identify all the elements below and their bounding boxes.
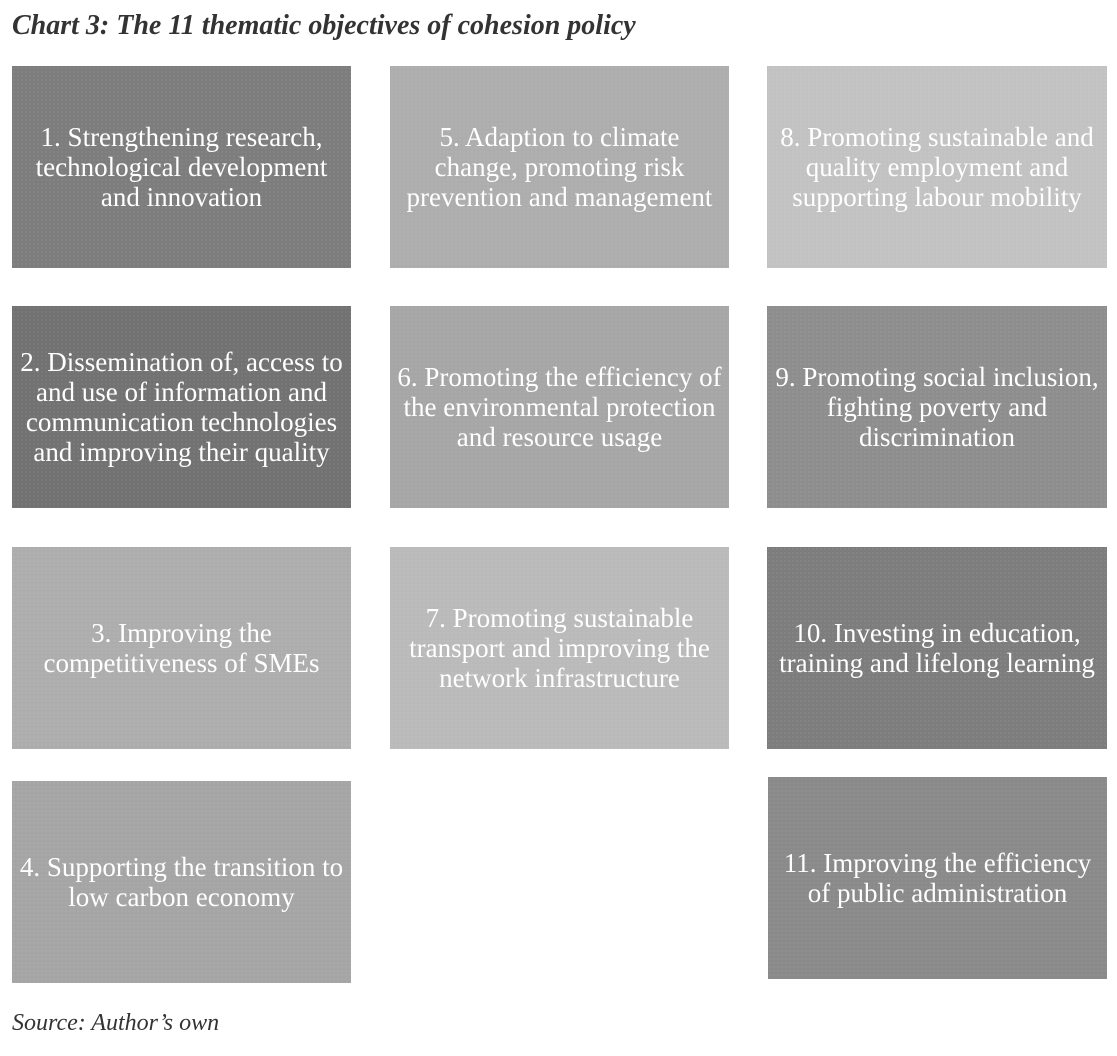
- objective-box-11: [768, 777, 1107, 979]
- objective-box-7: [390, 547, 729, 749]
- chart-title: Chart 3: The 11 thematic objectives of cohesion policy: [12, 10, 636, 41]
- objective-box-5: [390, 66, 729, 268]
- objective-label-9: 9. Promoting social inclusion, fighting poverty and discrimination: [775, 362, 1099, 452]
- objective-box-4: [12, 781, 351, 983]
- objective-label-2: 2. Dissemination of, access to and use of information and communication technologies and improving their quality: [20, 347, 343, 467]
- objective-box-2: [12, 306, 351, 508]
- objective-label-3: 3. Improving the competitiveness of SMEs: [43, 618, 320, 678]
- objective-box-10: [767, 547, 1107, 749]
- objective-label-1: 1. Strengthening research, technological development and innovation: [35, 122, 328, 212]
- objective-label-7: 7. Promoting sustainable transport and improving the network infrastructure: [409, 603, 710, 693]
- objective-box-9: [767, 306, 1107, 508]
- source-note: Source: Author’s own: [12, 1010, 220, 1036]
- objective-box-3: [12, 547, 351, 749]
- objective-label-11: 11. Improving the efficiency of public administration: [783, 848, 1092, 908]
- objective-label-8: 8. Promoting sustainable and quality employment and supporting labour mobility: [780, 122, 1094, 212]
- objective-label-6: 6. Promoting the efficiency of the environmental protection and resource usage: [397, 362, 722, 452]
- objective-label-4: 4. Supporting the transition to low carbon economy: [19, 852, 344, 912]
- objective-box-6: [390, 306, 729, 508]
- objective-box-8: [767, 66, 1107, 268]
- objective-label-5: 5. Adaption to climate change, promoting risk prevention and management: [406, 122, 713, 212]
- objective-label-10: 10. Investing in education, training and lifelong learning: [779, 618, 1095, 678]
- objective-box-1: [12, 66, 351, 268]
